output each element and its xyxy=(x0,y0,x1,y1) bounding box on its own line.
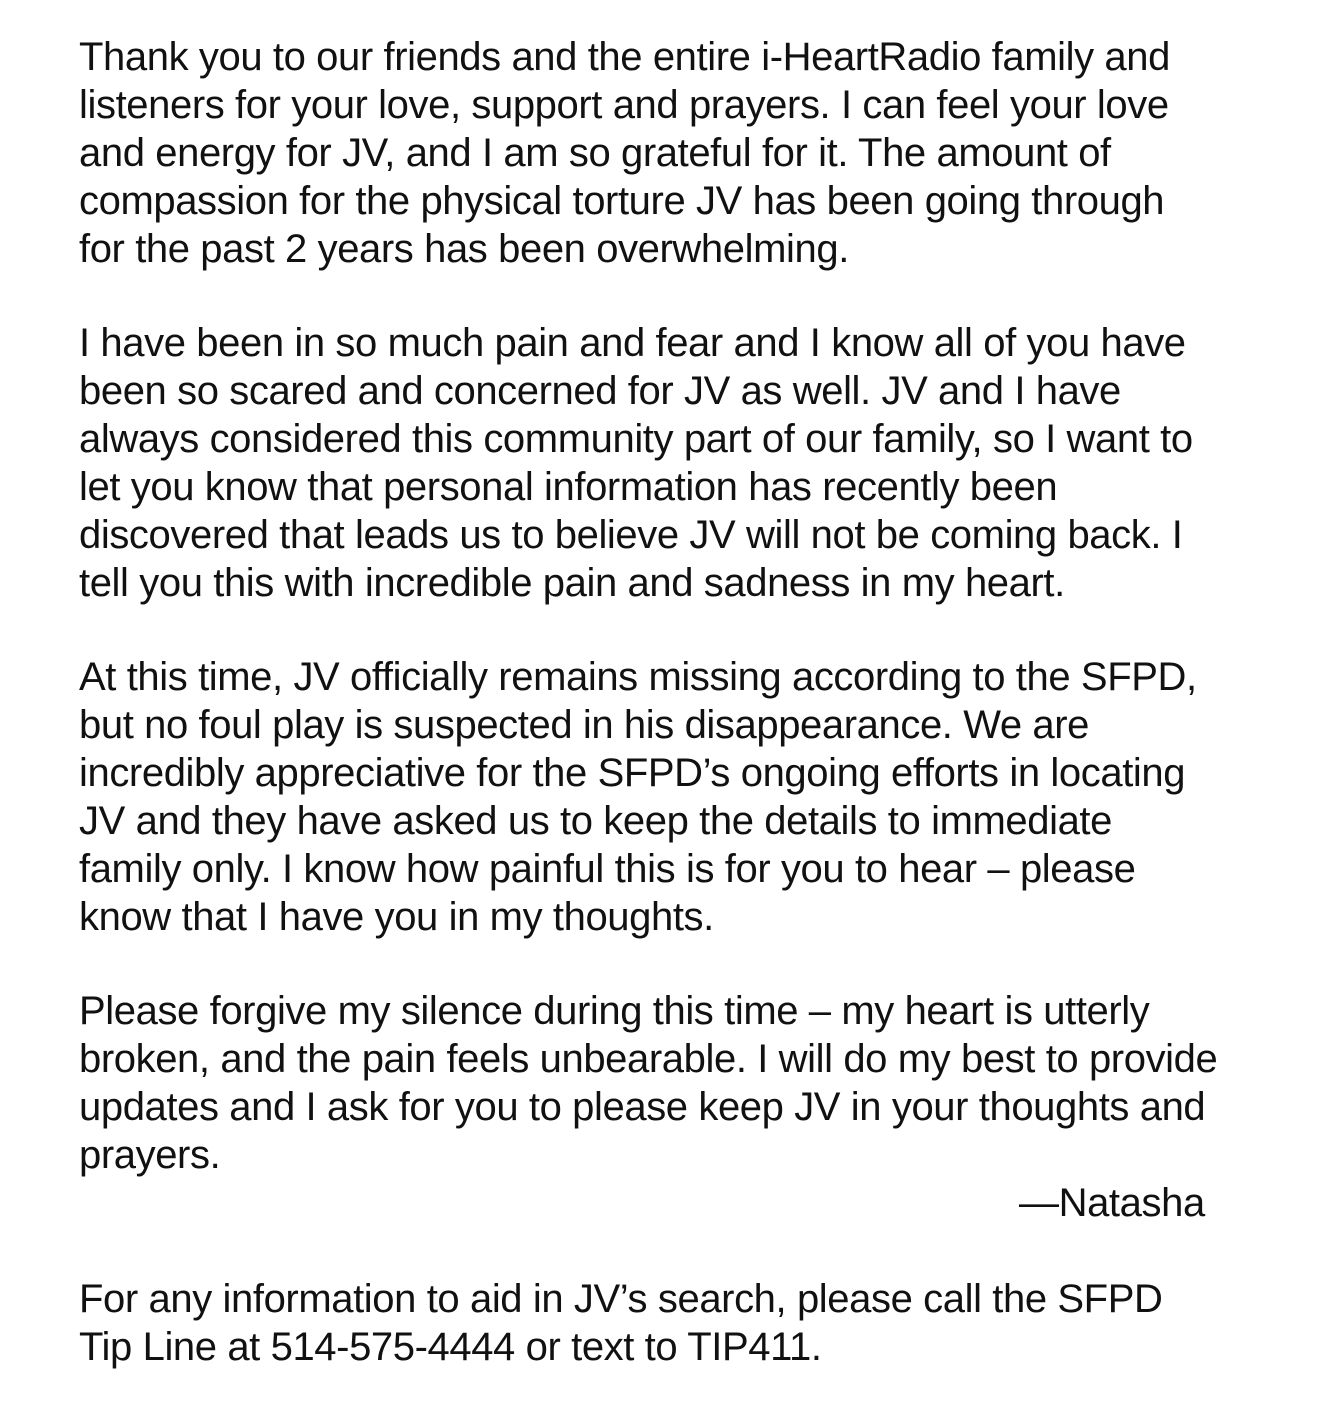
paragraph-news xyxy=(79,319,1279,607)
text-line: Thank you to our friends and the entire i-HeartRadio family and xyxy=(79,35,1170,79)
paragraph-closing xyxy=(79,987,1279,1179)
text-line: compassion for the physical torture JV has been going through xyxy=(79,179,1165,223)
text-line: Tip Line at 514-575-4444 or text to TIP411. xyxy=(79,1325,822,1369)
text-line: tell you this with incredible pain and sadness in my heart. xyxy=(79,561,1065,605)
text-line: and energy for JV, and I am so grateful for it. The amount of xyxy=(79,131,1111,175)
signature: —Natasha xyxy=(1019,1181,1205,1225)
text-line: For any information to aid in JV’s search, please call the SFPD xyxy=(79,1277,1163,1321)
text-line: I have been in so much pain and fear and I know all of you have xyxy=(79,321,1186,365)
text-line: family only. I know how painful this is for you to hear – please xyxy=(79,847,1136,891)
text-line: discovered that leads us to believe JV will not be coming back. I xyxy=(79,513,1183,557)
paragraph-thanks xyxy=(79,33,1279,273)
text-line: but no foul play is suspected in his disappearance. We are xyxy=(79,703,1090,747)
text-line: always considered this community part of our family, so I want to xyxy=(79,417,1193,461)
text-line: listeners for your love, support and prayers. I can feel your love xyxy=(79,83,1169,127)
text-line: let you know that personal information has recently been xyxy=(79,465,1058,509)
text-line: been so scared and concerned for JV as well. JV and I have xyxy=(79,369,1121,413)
text-line: Please forgive my silence during this time – my heart is utterly xyxy=(79,989,1150,1033)
text-line: At this time, JV officially remains missing according to the SFPD, xyxy=(79,655,1197,699)
text-line: broken, and the pain feels unbearable. I will do my best to provide xyxy=(79,1037,1218,1081)
text-line: incredibly appreciative for the SFPD’s ongoing efforts in locating xyxy=(79,751,1186,795)
paragraph-sfpd-status xyxy=(79,653,1279,941)
paragraph-tip-line xyxy=(79,1275,1279,1371)
text-line: JV and they have asked us to keep the details to immediate xyxy=(79,799,1112,843)
text-line: updates and I ask for you to please keep JV in your thoughts and xyxy=(79,1085,1206,1129)
text-line: prayers. xyxy=(79,1133,221,1177)
text-line: for the past 2 years has been overwhelming. xyxy=(79,227,849,271)
letter-body xyxy=(79,33,1279,1417)
text-line: know that I have you in my thoughts. xyxy=(79,895,714,939)
